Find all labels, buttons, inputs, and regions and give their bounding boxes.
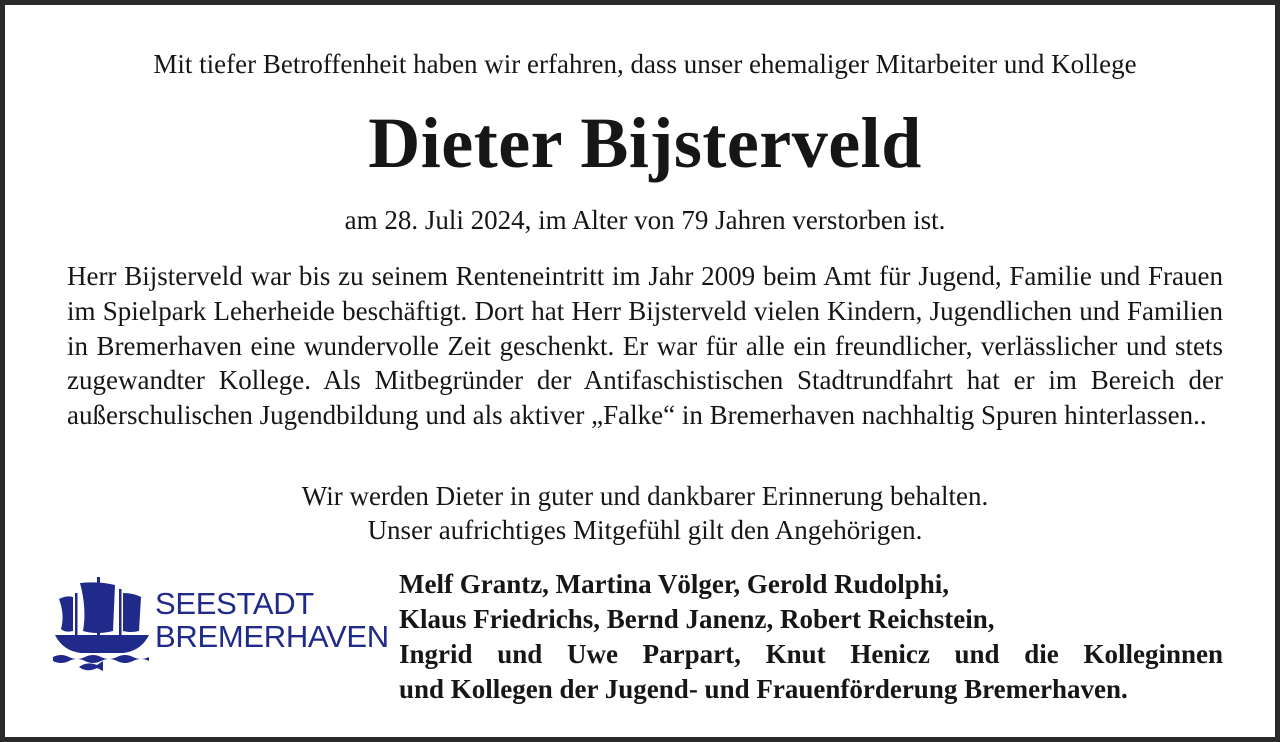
signatures bbox=[399, 567, 1223, 707]
signature-line: Klaus Friedrichs, Bernd Janenz, Robert Reichstein, bbox=[399, 604, 995, 634]
body-paragraph: Herr Bijsterveld war bis zu seinem Renteneintritt im Jahr 2009 beim Amt für Jugend, Familie und Frauen im Spielpark Leherheide beschäftigt. Dort hat Herr Bijsterveld vielen Kindern, Jugendlichen und Familien in Bremerhaven eine wundervolle Zeit geschenkt. Er war für alle ein freundlicher, verlässlicher und stets zugewandter Kollege. Als Mitbegründer der Antifaschistischen Stadtrundfahrt hat er im Bereich der außerschulischen Jugendbildung und als aktiver „Falke“ in Bremerhaven nachhaltig Spuren hinterlassen.. bbox=[67, 261, 1223, 431]
closing-line: Wir werden Dieter in guter und dankbarer Erinnerung behalten. bbox=[301, 481, 989, 511]
date-line: am 28. Juli 2024, im Alter von 79 Jahren verstorben ist. bbox=[344, 205, 946, 235]
closing-lines bbox=[5, 479, 1280, 547]
logo-line-bremerhaven: BREMERHAVEN bbox=[155, 619, 389, 654]
seestadt-bremerhaven-logo bbox=[53, 573, 393, 673]
logo-text bbox=[155, 587, 389, 653]
signature-line: und Kollegen der Jugend- und Frauenförderung Bremerhaven. bbox=[399, 674, 1128, 704]
ship-icon bbox=[53, 573, 153, 673]
closing-line: Unser aufrichtiges Mitgefühl gilt den Angehörigen. bbox=[367, 515, 923, 545]
logo-line-seestadt: SEESTADT bbox=[155, 586, 314, 621]
deceased-name: Dieter Bijsterveld bbox=[368, 103, 922, 183]
intro-text: Mit tiefer Betroffenheit haben wir erfahren, dass unser ehemaliger Mitarbeiter und Kollege bbox=[153, 49, 1137, 79]
signature-line: Melf Grantz, Martina Völger, Gerold Rudolphi, bbox=[399, 569, 949, 599]
signature-line: Ingrid und Uwe Parpart, Knut Henicz und die Kolleginnen bbox=[399, 639, 1223, 669]
